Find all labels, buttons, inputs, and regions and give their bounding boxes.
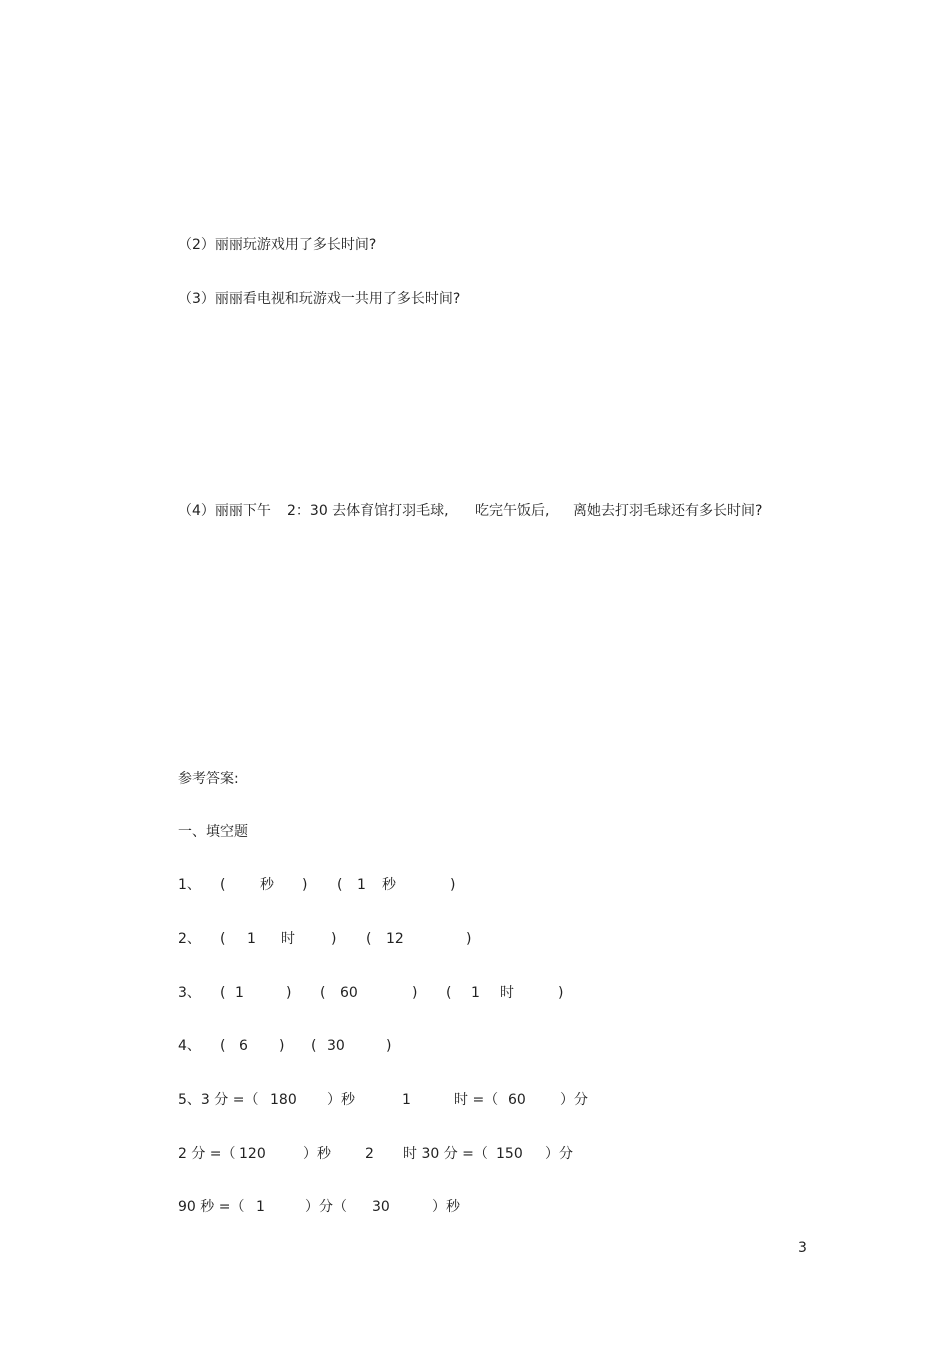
answer-unit: 时 (500, 985, 514, 1001)
answer-value: 1 (247, 931, 256, 947)
answer-value: 1 (471, 985, 480, 1001)
answer-value: 秒 (260, 877, 274, 893)
question-4-time: 2：30 去体育馆打羽毛球, (287, 503, 449, 519)
answer-number: 4、 (178, 1038, 201, 1054)
answer-text: 5、3 分 =（ (178, 1092, 259, 1108)
paren-close: ) (450, 877, 456, 893)
paren-close: ) (386, 1038, 392, 1054)
answer-text: ）秒 (327, 1092, 355, 1108)
question-4-part3: 离她去打羽毛球还有多长时间? (573, 503, 763, 519)
answer-text: ）秒 (432, 1199, 460, 1215)
question-4-part1: （4）丽丽下午 (178, 503, 271, 519)
paren-open: ( (337, 877, 343, 893)
answer-text: ）分（ (305, 1199, 347, 1215)
paren-close: ) (286, 985, 292, 1001)
answer-number: 2、 (178, 931, 201, 947)
answer-value: 1 (402, 1092, 411, 1108)
answer-value: 120 (239, 1146, 266, 1162)
answer-value: 30 (372, 1199, 390, 1215)
answer-value: 30 (327, 1038, 345, 1054)
question-4-part2: 吃完午饭后, (475, 503, 550, 519)
answers-heading: 参考答案: (178, 771, 239, 787)
answer-value: 60 (508, 1092, 526, 1108)
answer-value: 1 (357, 877, 366, 893)
paren-open: ( (446, 985, 452, 1001)
answer-value: 6 (239, 1038, 248, 1054)
paren-close: ) (331, 931, 337, 947)
paren-close: ) (412, 985, 418, 1001)
paren-open: ( (311, 1038, 317, 1054)
paren-open: ( (220, 877, 226, 893)
answer-text: 90 秒 =（ (178, 1199, 245, 1215)
answer-text: 2 分 =（ (178, 1146, 236, 1162)
answer-unit: 秒 (382, 877, 396, 893)
answer-text: ）分 (560, 1092, 588, 1108)
paren-close: ) (466, 931, 472, 947)
answer-text: 时 30 分 =（ (403, 1146, 488, 1162)
paren-open: ( (320, 985, 326, 1001)
answer-text: ）秒 (303, 1146, 331, 1162)
page-number: 3 (798, 1240, 807, 1256)
answer-unit: 时 (281, 931, 295, 947)
answer-number: 3、 (178, 985, 201, 1001)
paren-open: ( (220, 985, 226, 1001)
paren-open: ( (366, 931, 372, 947)
answer-text: 时 =（ (454, 1092, 499, 1108)
answer-value: 180 (270, 1092, 297, 1108)
question-3: （3）丽丽看电视和玩游戏一共用了多长时间? (178, 291, 461, 307)
answers-section-fill-blank: 一、填空题 (178, 824, 248, 840)
paren-close: ) (302, 877, 308, 893)
paren-close: ) (558, 985, 564, 1001)
answer-value: 1 (256, 1199, 265, 1215)
paren-open: ( (220, 1038, 226, 1054)
answer-value: 2 (365, 1146, 374, 1162)
answer-value: 12 (386, 931, 404, 947)
question-2: （2）丽丽玩游戏用了多长时间? (178, 237, 377, 253)
paren-open: ( (220, 931, 226, 947)
answer-value: 150 (496, 1146, 523, 1162)
answer-text: ）分 (545, 1146, 573, 1162)
answer-value: 60 (340, 985, 358, 1001)
answer-value: 1 (235, 985, 244, 1001)
paren-close: ) (279, 1038, 285, 1054)
answer-number: 1、 (178, 877, 201, 893)
